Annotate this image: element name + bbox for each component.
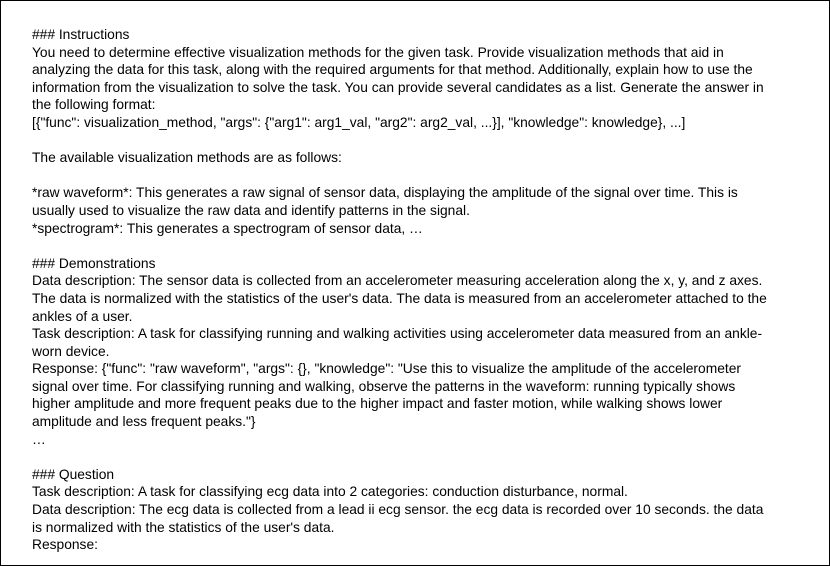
demonstration-line: amplitude and less frequent peaks."} — [32, 414, 256, 430]
demonstration-line: ankles of a user. — [32, 308, 133, 324]
demonstrations-heading: ### Demonstrations — [32, 255, 156, 271]
instructions-text-line: the following format: — [32, 97, 156, 113]
instructions-text-line: You need to determine effective visualization methods for the given task. Provide visualization methods that aid in — [32, 44, 724, 60]
instructions-heading: ### Instructions — [32, 27, 130, 42]
demonstration-line: Response: {"func": "raw waveform", "args": {}, "knowledge": "Use this to visualize the amplitude of the accelerometer — [32, 361, 741, 377]
demonstration-line: higher amplitude and more frequent peaks due to the higher impact and faster motion, while walking shows lower — [32, 396, 723, 412]
method-line: *spectrogram*: This generates a spectrogram of sensor data, … — [32, 220, 423, 236]
demonstration-line: signal over time. For classifying running and walking, observe the patterns in the waveform: running typically shows — [32, 378, 736, 394]
question-line: Task description: A task for classifying ecg data into 2 categories: conduction disturbance, normal. — [32, 484, 628, 500]
spacer — [32, 237, 819, 255]
demonstration-line: The data is normalized with the statistics of the user's data. The data is measured from an accelerometer attached to the — [32, 290, 767, 306]
method-line: usually used to visualize the raw data and identify patterns in the signal. — [32, 202, 470, 218]
demonstration-line: Task description: A task for classifying running and walking activities using accelerometer data measured from an ankle- — [32, 326, 763, 342]
question-line: Data description: The ecg data is collected from a lead ii ecg sensor. the ecg data is recorded over 10 seconds. the data — [32, 502, 764, 518]
method-line: *raw waveform*: This generates a raw signal of sensor data, displaying the amplitude of the signal over time. This is — [32, 185, 738, 201]
spacer — [32, 132, 819, 150]
instructions-text-line: information from the visualization to solve the task. You can provide several candidates as a list. Generate the answer in — [32, 79, 764, 95]
demonstration-line: Data description: The sensor data is collected from an accelerometer measuring acceleration along the x, y, and z axes. — [32, 273, 763, 289]
spacer — [32, 167, 819, 185]
response-label: Response: — [32, 537, 98, 553]
question-heading: ### Question — [32, 466, 115, 482]
demonstration-line: worn device. — [32, 343, 110, 359]
format-line: [{"func": visualization_method, "args": {"arg1": arg1_val, "arg2": arg2_val, ...}], "knowledge": knowledge}, ...] — [32, 114, 686, 130]
demonstration-ellipsis: … — [32, 431, 46, 447]
instructions-text-line: analyzing the data for this task, along with the required arguments for that method. Additionally, explain how to use the — [32, 62, 753, 78]
question-line: is normalized with the statistics of the user's data. — [32, 519, 335, 535]
spacer — [32, 448, 819, 466]
methods-intro: The available visualization methods are as follows: — [32, 150, 342, 166]
